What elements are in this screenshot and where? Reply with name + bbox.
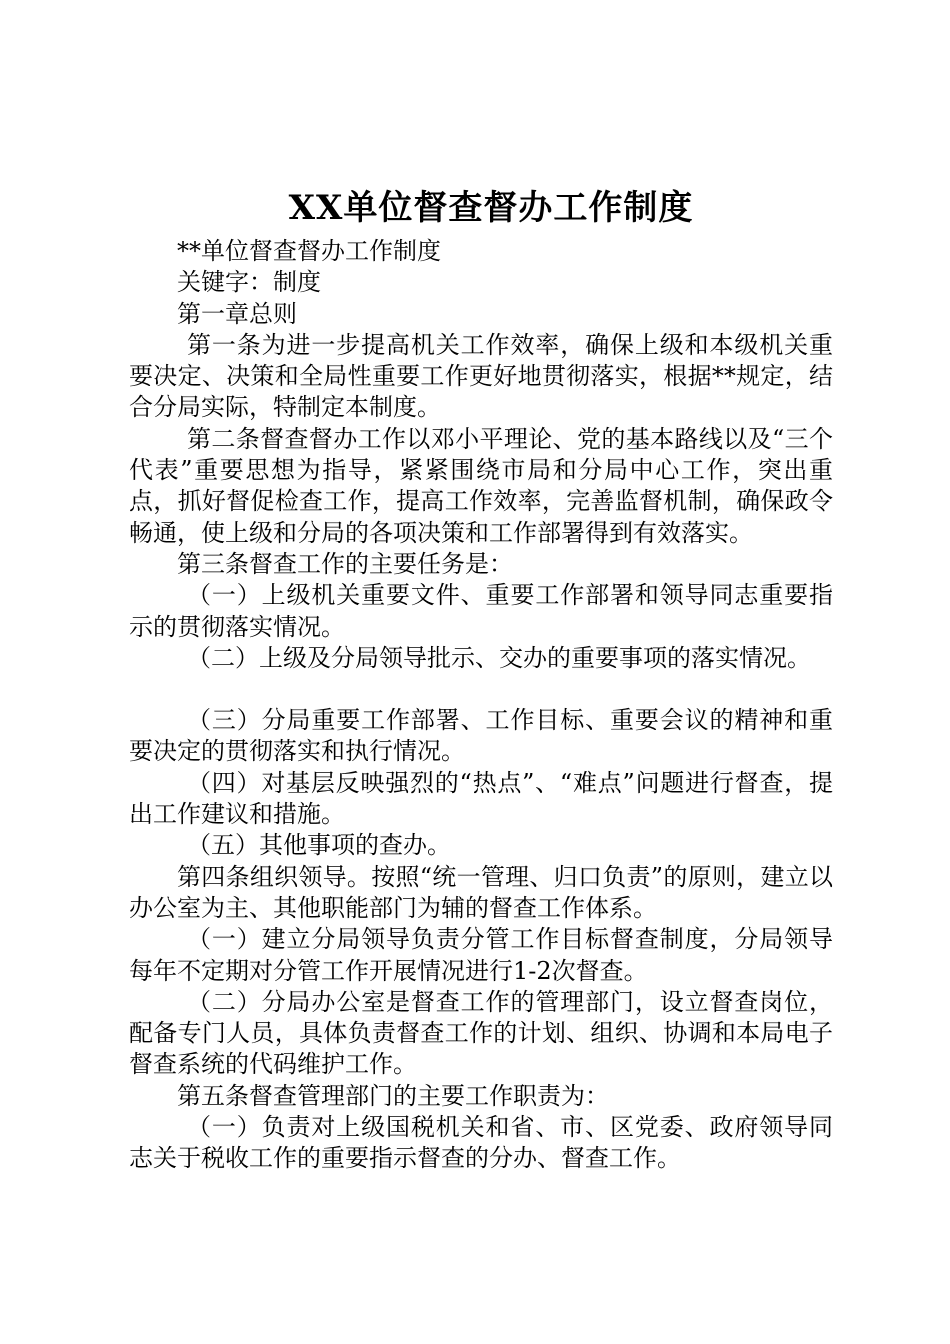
paragraph-article-2: 第二条督查督办工作以邓小平理论、党的基本路线以及“三个代表”重要思想为指导，紧紧围绕市局和分局中心工作，突出重点，抓好督促检查工作，提高工作效率，完善监督机制，确保政令畅通，使上级和分局的各项决策和工作部署得到有效落实。: [129, 424, 833, 547]
paragraph-keywords: 关键字：制度: [177, 268, 321, 297]
paragraph-article-3-item-4: （四）对基层反映强烈的“热点”、“难点”问题进行督查，提出工作建议和措施。: [129, 768, 833, 829]
paragraph-article-3: 第三条督查工作的主要任务是：: [177, 549, 513, 578]
paragraph-article-3-item-3: （三）分局重要工作部署、工作目标、重要会议的精神和重要决定的贯彻落实和执行情况。: [129, 706, 833, 766]
paragraph-article-4: 第四条组织领导。按照“统一管理、归口负责”的原则，建立以办公室为主、其他职能部门为辅的督查工作体系。: [129, 862, 833, 922]
paragraph-article-3-item-5: （五）其他事项的查办。: [187, 831, 451, 860]
paragraph-article-3-item-1: （一）上级机关重要文件、重要工作部署和领导同志重要指示的贯彻落实情况。: [129, 581, 833, 641]
document-title: XX单位督查督办工作制度: [288, 188, 694, 228]
paragraph-article-5: 第五条督查管理部门的主要工作职责为：: [177, 1081, 609, 1110]
document-page: [129, 180, 833, 1175]
paragraph-article-3-item-2: （二）上级及分局领导批示、交办的重要事项的落实情况。: [187, 643, 811, 672]
paragraph-subtitle: **单位督查督办工作制度: [177, 237, 441, 265]
paragraph-article-4-item-1: （一）建立分局领导负责分管工作目标督查制度，分局领导每年不定期对分管工作开展情况进行1-2次督查。: [129, 925, 833, 985]
paragraph-article-5-item-1: （一）负责对上级国税机关和省、市、区党委、政府领导同志关于税收工作的重要指示督查的分办、督查工作。: [129, 1113, 833, 1173]
paragraph-chapter-heading: 第一章总则: [177, 299, 297, 328]
paragraph-article-4-item-2: （二）分局办公室是督查工作的管理部门，设立督查岗位，配备专门人员，具体负责督查工作的计划、组织、协调和本局电子督查系统的代码维护工作。: [129, 987, 833, 1079]
paragraph-article-1: 第一条为进一步提高机关工作效率，确保上级和本级机关重要决定、决策和全局性重要工作更好地贯彻落实，根据**规定，结合分局实际，特制定本制度。: [129, 330, 833, 422]
